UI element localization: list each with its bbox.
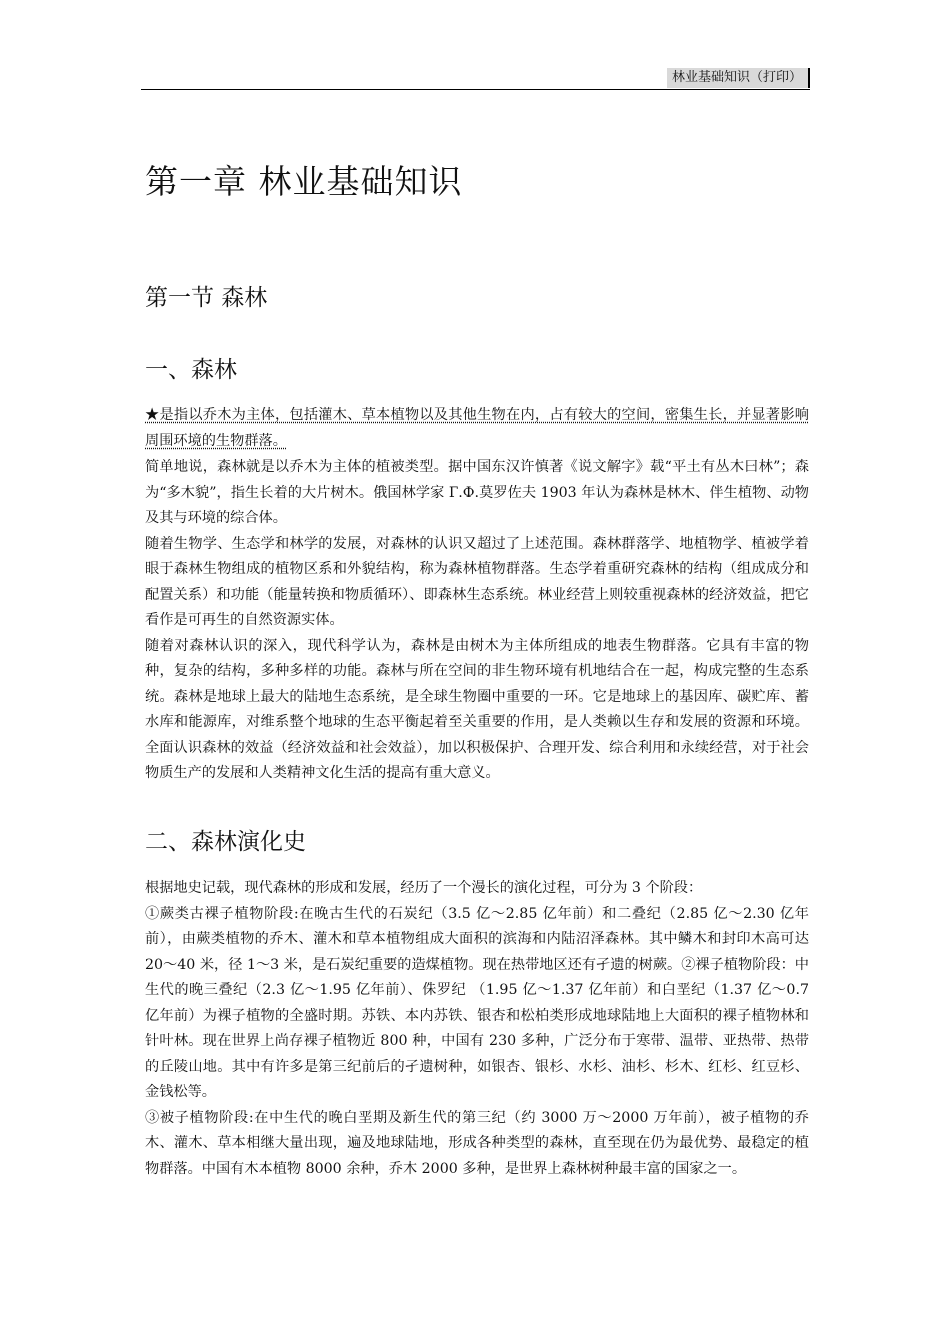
paragraph: 随着对森林认识的深入，现代科学认为，森林是由树木为主体所组成的地表生物群落。它具有丰富的物种，复杂的结构，多种多样的功能。森林与所在空间的非生物环境有机地结合在一起，构成完整的生态系统。森林是地球上最大的陆地生态系统，是全球生物圈中重要的一环。它是地球上的基因库、碳贮库、蓄水库和能源库，对维系整个地球的生态平衡起着至关重要的作用，是人类赖以生存和发展的资源和环境。全面认识森林的效益（经济效益和社会效益），加以积极保护、合理开发、综合利用和永续经营，对于社会物质生产的发展和人类精神文化生活的提高有重大意义。 <box>145 637 809 781</box>
paragraph: 根据地史记载，现代森林的形成和发展，经历了一个漫长的演化过程，可分为 3 个阶段： <box>145 880 703 896</box>
heading-forest: 一、森林 <box>145 357 237 383</box>
forest-definition <box>145 403 809 454</box>
header-tag: 林业基础知识（打印） <box>667 68 810 88</box>
heading-forest-evolution: 二、森林演化史 <box>145 829 306 855</box>
forest-body <box>145 455 809 787</box>
header-divider <box>141 89 810 90</box>
evolution-body <box>145 876 809 1182</box>
forest-definition-text: ★是指以乔木为主体，包括灌木、草本植物以及其他生物在内，占有较大的空间，密集生长，并显著影响周围环境的生物群落。 <box>145 407 809 449</box>
paragraph: 随着生物学、生态学和林学的发展，对森林的认识又超过了上述范围。森林群落学、地植物学、植被学着眼于森林生物组成的植物区系和外貌结构，称为森林植物群落。生态学着重研究森林的结构（组成成分和配置关系）和功能（能量转换和物质循环）、即森林生态系统。林业经营上则较重视森林的经济效益，把它看作是可再生的自然资源实体。 <box>145 535 809 628</box>
paragraph: ①蕨类古裸子植物阶段:在晚古生代的石炭纪（3.5 亿～2.85 亿年前）和二叠纪（2.85 亿～2.30 亿年前），由蕨类植物的乔木、灌木和草本植物组成大面积的滨海和内陆沼泽森林。其中鳞木和封印木高可达 20～40 米，径 1～3 米，是石炭纪重要的造煤植物。现在热带地区还有孑遗的树蕨。②裸子植物阶段：中生代的晚三叠纪（2.3 亿～1.95 亿年前）、侏罗纪 （1.95 亿～1.37 亿年前）和白垩纪（1.37 亿～0.7 亿年前）为裸子植物的全盛时期。苏铁、本内苏铁、银杏和松柏类形成地球陆地上大面积的裸子植物林和针叶林。现在世界上尚存裸子植物近 800 种，中国有 230 多种，广泛分布于寒带、温带、亚热带、热带的丘陵山地。其中有许多是第三纪前后的孑遗树种，如银杏、银杉、水杉、油杉、杉木、红杉、红豆杉、金钱松等。 <box>145 905 809 1100</box>
paragraph: 简单地说，森林就是以乔木为主体的植被类型。据中国东汉许慎著《说文解字》载“平土有丛木曰林”；森为“多木貌”，指生长着的大片树木。俄国林学家 Г.Ф.莫罗佐夫 1903 年认为森林是林木、伴生植物、动物及其与环境的综合体。 <box>145 459 809 526</box>
chapter-title: 第一章 林业基础知识 <box>145 162 463 201</box>
paragraph: ③被子植物阶段:在中生代的晚白垩期及新生代的第三纪（约 3000 万～2000 万年前），被子植物的乔木、灌木、草本相继大量出现，遍及地球陆地，形成各种类型的森林，直至现在仍为最优势、最稳定的植物群落。中国有木本植物 8000 余种，乔木 2000 多种，是世界上森林树种最丰富的国家之一。 <box>145 1109 809 1177</box>
section-title: 第一节 森林 <box>145 285 268 311</box>
